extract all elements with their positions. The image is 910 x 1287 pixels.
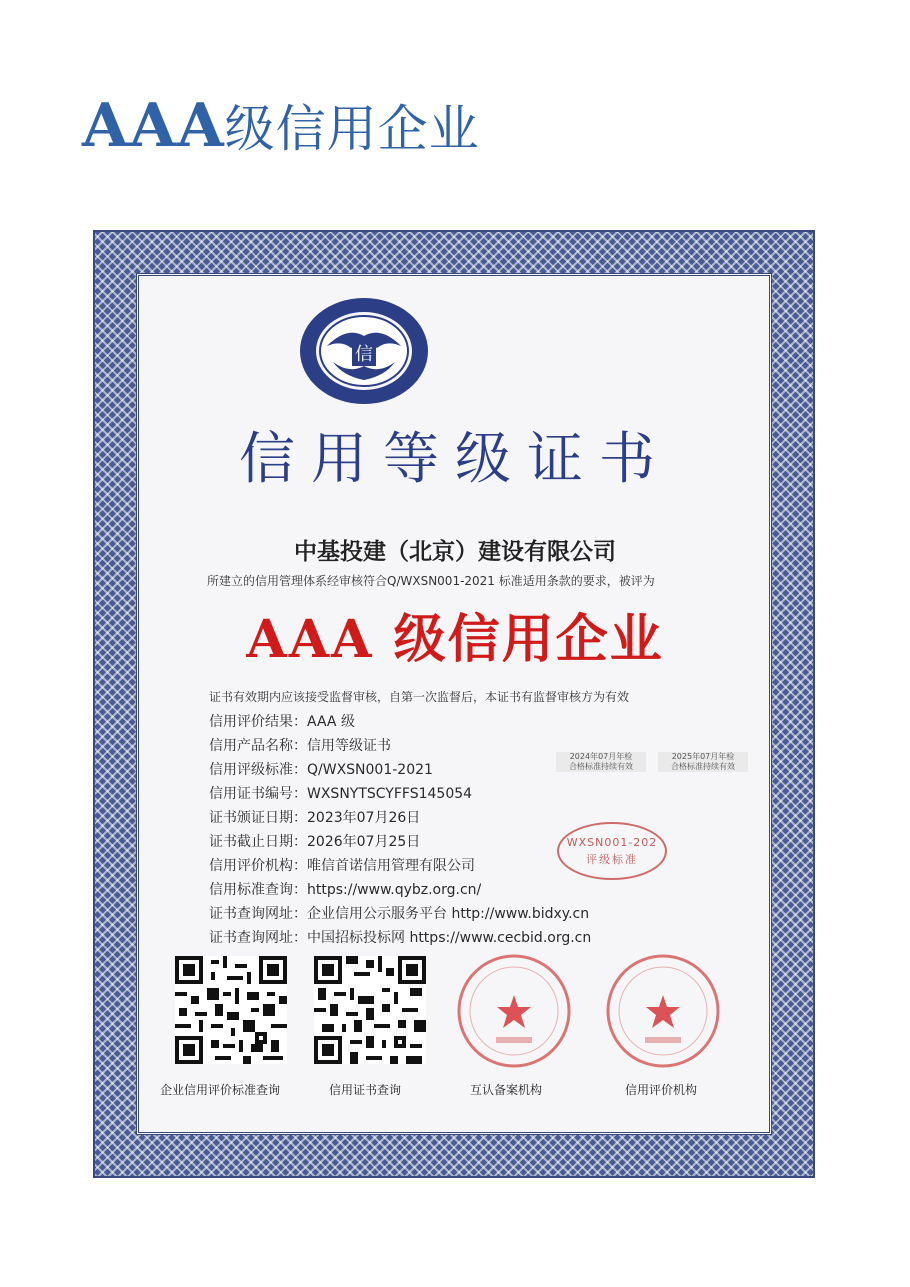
evaluation-agency-seal-icon: [605, 953, 721, 1069]
field-standard-query: 信用标准查询：https://www.qybz.org.cn/: [209, 882, 482, 898]
emblem-char: 信: [355, 344, 373, 365]
caption-standard-query: 企业信用评价标准查询: [160, 1083, 281, 1097]
page-heading: [82, 91, 480, 161]
certificate-fields: [209, 710, 591, 950]
company-name: 中基投建（北京）建设有限公司: [294, 539, 616, 565]
field-certificate-number: 信用证书编号：WXSNYTSCYFFS145054: [209, 786, 473, 802]
caption-evaluation-agency: 信用评价机构: [625, 1083, 698, 1097]
field-query-site-1: 证书查询网址：企业信用公示服务平台 http://www.bidxy.cn: [209, 906, 590, 922]
annual-review-stamp-2: 2025年07月年检 合格标准持续有效: [658, 752, 748, 772]
field-issue-date: 证书颁证日期：2023年07月26日: [209, 810, 421, 826]
mutual-recognition-seal-icon: [456, 953, 572, 1069]
credit-emblem-icon: [297, 296, 431, 406]
field-expiry-date: 证书截止日期：2026年07月25日: [209, 834, 421, 850]
page-heading-cjk: 级信用企业: [224, 100, 480, 158]
certificate-title: 信用等级证书: [239, 427, 671, 492]
field-evaluation-result: 信用评价结果：AAA 级: [209, 714, 355, 730]
field-query-site-2: 证书查询网址：中国招标投标网 https://www.cecbid.org.cn: [209, 930, 592, 946]
caption-mutual-recognition: 互认备案机构: [470, 1083, 543, 1097]
qr-code-certificate-query[interactable]: [314, 956, 426, 1064]
validity-notice: 证书有效期内应该接受监督审核，自第一次监督后，本证书有监督审核方为有效: [209, 690, 630, 704]
credit-grade: AAA 级信用企业: [246, 609, 664, 670]
field-product-name: 信用产品名称：信用等级证书: [209, 738, 391, 754]
intro-text: 所建立的信用管理体系经审核符合Q/WXSN001-2021 标准适用条款的要求，被评为: [207, 574, 655, 588]
standard-stamp: [557, 822, 667, 880]
annual-review-stamp-1: 2024年07月年检 合格标准持续有效: [556, 752, 646, 772]
page-heading-latin: AAA: [82, 91, 225, 161]
standard-stamp-label: 评级标准: [586, 853, 638, 866]
field-rating-standard: 信用评级标准：Q/WXSN001-2021: [209, 762, 433, 778]
caption-certificate-query: 信用证书查询: [329, 1083, 402, 1097]
qr-code-standard-query[interactable]: [175, 956, 287, 1064]
standard-stamp-code: WXSN001-202: [566, 836, 658, 849]
field-evaluation-agency: 信用评价机构：唯信首诺信用管理有限公司: [209, 858, 475, 874]
